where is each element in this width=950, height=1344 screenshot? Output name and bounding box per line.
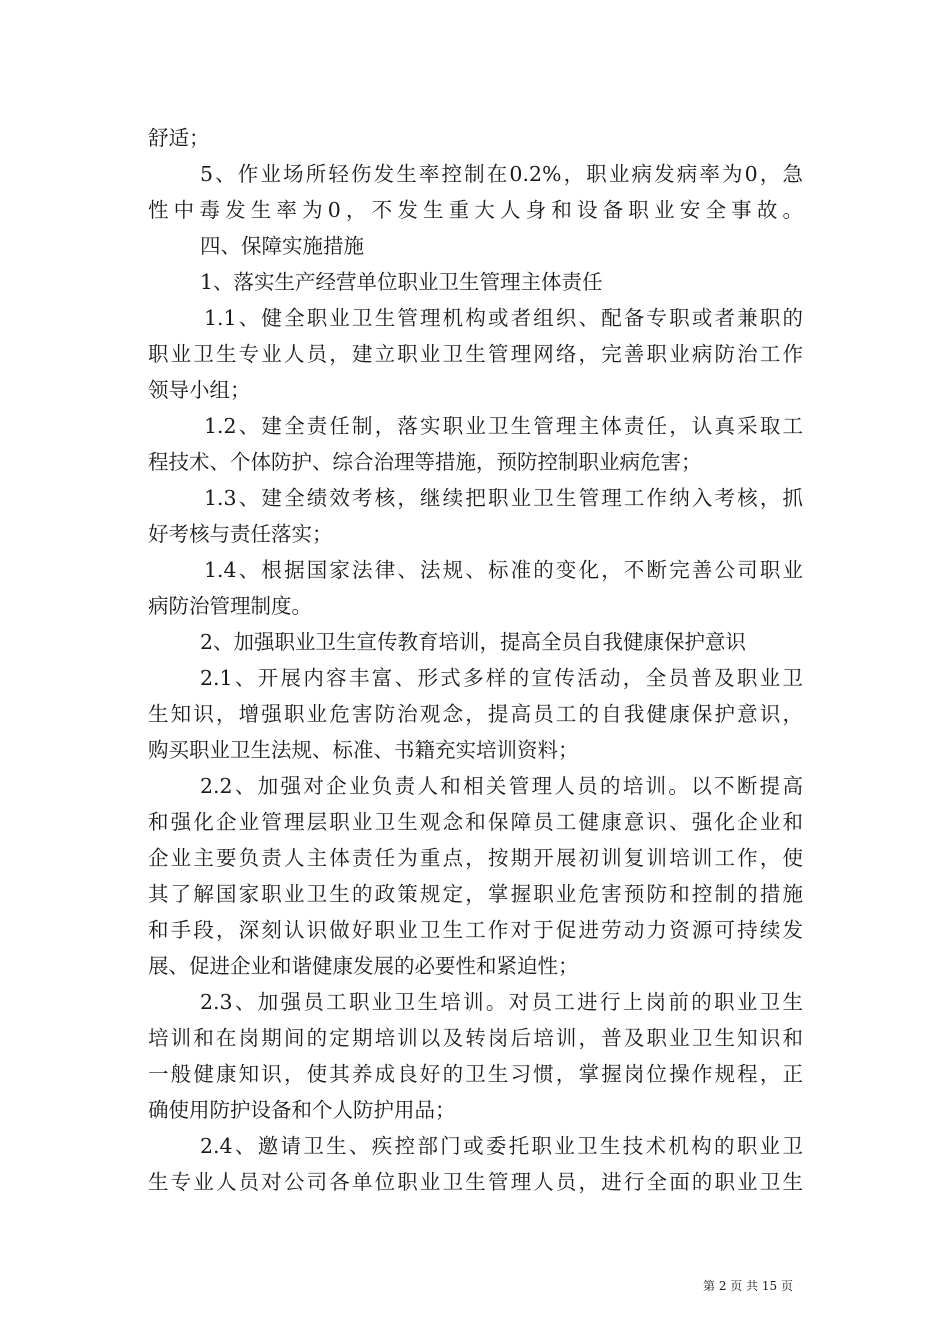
text-line: 性中毒发生率为0，不发生重大人身和设备职业安全事故。 [148, 198, 803, 222]
subsection-heading: 1、落实生产经营单位职业卫生管理主体责任 [200, 270, 603, 294]
text-line: 一般健康知识，使其养成良好的卫生习惯，掌握岗位操作规程，正 [148, 1062, 803, 1086]
text-line: 1.3、建全绩效考核，继续把职业卫生管理工作纳入考核，抓 [204, 486, 803, 510]
text-line: 2.1、开展内容丰富、形式多样的宣传活动，全员普及职业卫 [200, 666, 803, 690]
subsection-heading: 2、加强职业卫生宣传教育培训，提高全员自我健康保护意识 [200, 630, 747, 654]
text-line: 企业主要负责人主体责任为重点，按期开展初训复训培训工作，使 [148, 846, 803, 870]
text-line: 职业卫生专业人员，建立职业卫生管理网络，完善职业病防治工作 [148, 342, 803, 366]
text-line: 病防治管理制度。 [148, 594, 312, 618]
text-line: 1.2、建全责任制，落实职业卫生管理主体责任，认真采取工 [204, 414, 803, 438]
text-line: 舒适； [148, 126, 210, 150]
text-line: 领导小组； [148, 378, 251, 402]
text-line: 培训和在岗期间的定期培训以及转岗后培训，普及职业卫生知识和 [148, 1026, 803, 1050]
text-line: 和手段，深刻认识做好职业卫生工作对于促进劳动力资源可持续发 [148, 918, 803, 942]
text-line: 生专业人员对公司各单位职业卫生管理人员，进行全面的职业卫生 [148, 1170, 803, 1194]
text-line: 其了解国家职业卫生的政策规定，掌握职业危害预防和控制的措施 [148, 882, 803, 906]
text-line: 1.1、健全职业卫生管理机构或者组织、配备专职或者兼职的 [204, 306, 803, 330]
text-line: 程技术、个体防护、综合治理等措施，预防控制职业病危害； [148, 450, 702, 474]
text-line: 1.4、根据国家法律、法规、标准的变化，不断完善公司职业 [204, 558, 803, 582]
text-line: 2.4、邀请卫生、疾控部门或委托职业卫生技术机构的职业卫 [200, 1134, 803, 1158]
text-line: 和强化企业管理层职业卫生观念和保障员工健康意识、强化企业和 [148, 810, 803, 834]
text-line: 生知识，增强职业危害防治观念，提高员工的自我健康保护意识， [148, 702, 803, 726]
text-line: 确使用防护设备和个人防护用品； [148, 1098, 456, 1122]
text-line: 购买职业卫生法规、标准、书籍充实培训资料； [148, 738, 579, 762]
text-line: 2.3、加强员工职业卫生培训。对员工进行上岗前的职业卫生 [200, 990, 803, 1014]
text-line: 好考核与责任落实； [148, 522, 333, 546]
section-heading: 四、保障实施措施 [200, 234, 364, 258]
page-number: 第 2 页 共 15 页 [703, 1279, 793, 1293]
text-line: 展、促进企业和谐健康发展的必要性和紧迫性； [148, 954, 579, 978]
text-line: 5、作业场所轻伤发生率控制在0.2%，职业病发病率为0，急 [200, 162, 803, 186]
text-line: 2.2、加强对企业负责人和相关管理人员的培训。以不断提高 [200, 774, 803, 798]
